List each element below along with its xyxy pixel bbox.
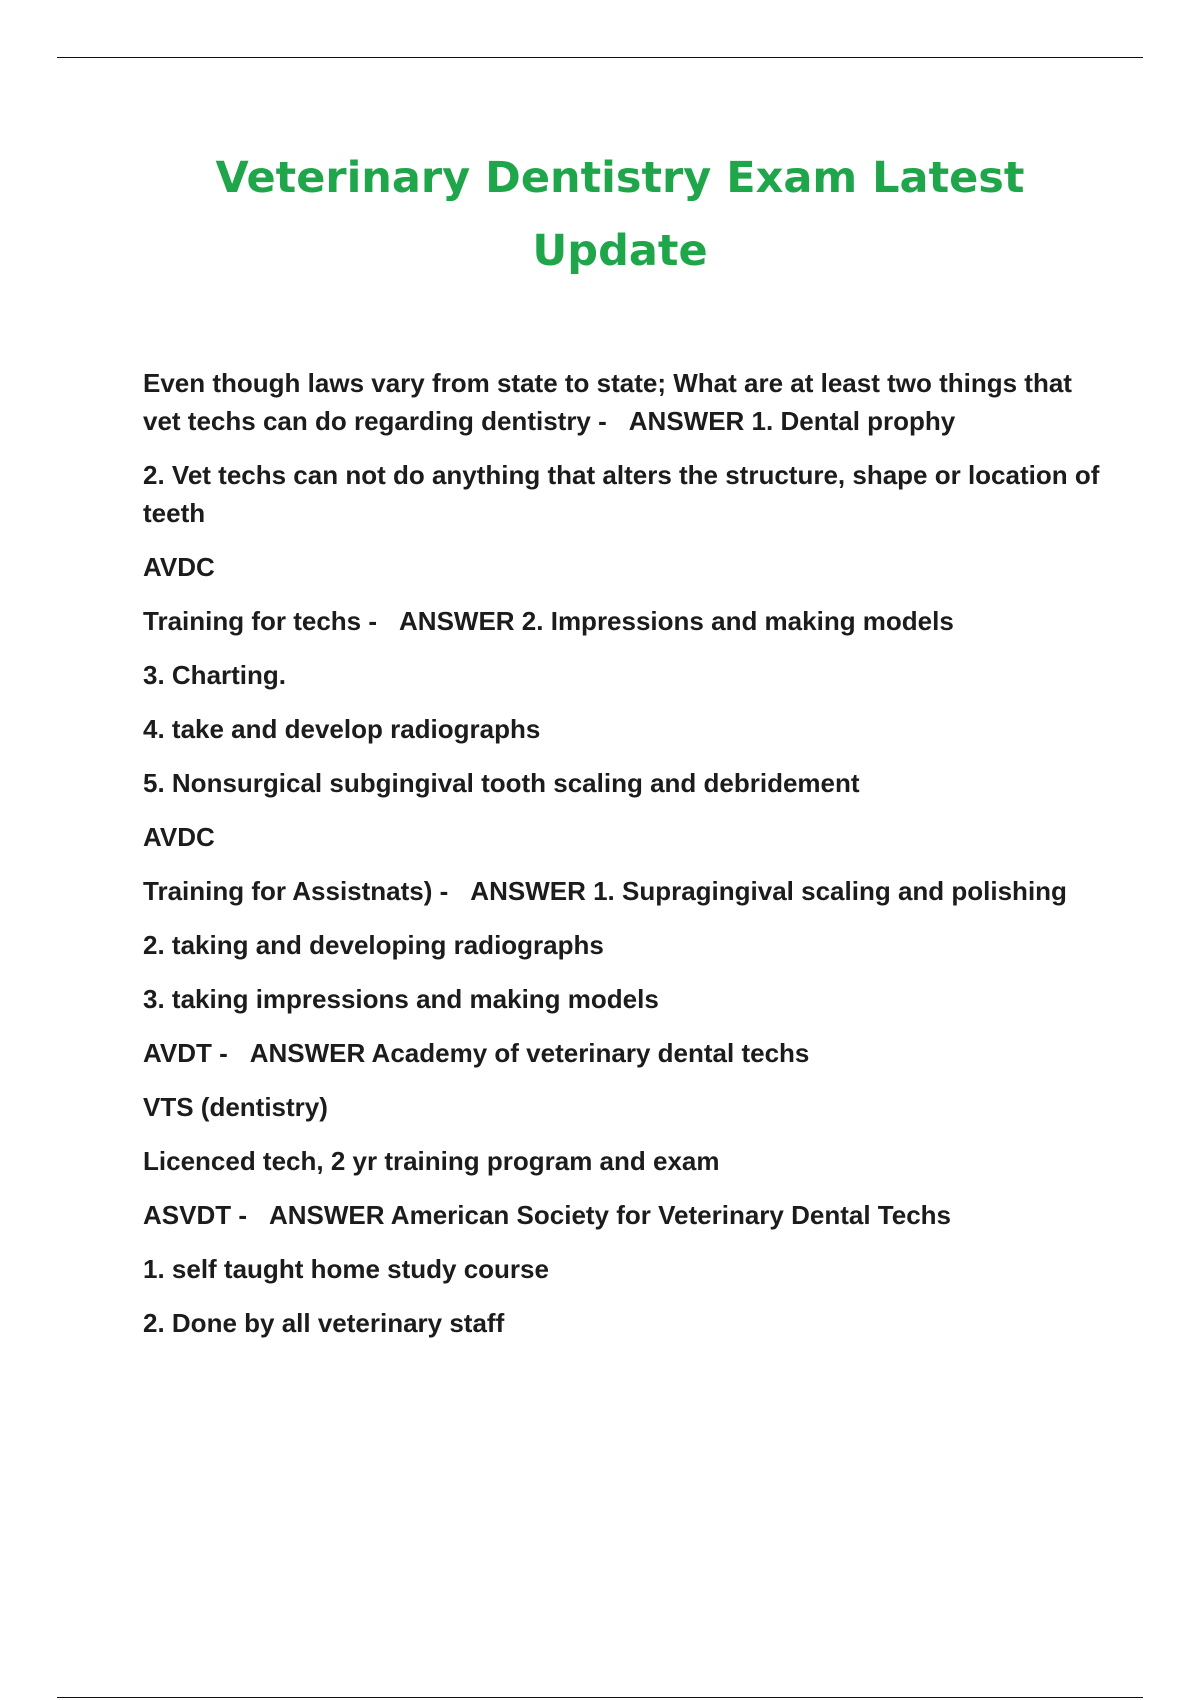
question-text: 2. Done by all veterinary staff	[143, 1308, 505, 1338]
question-text: 4. take and develop radiographs	[143, 714, 541, 744]
answer-text: ANSWER 1. Dental prophy	[628, 406, 956, 436]
question-text: 2. taking and developing radiographs	[143, 930, 604, 960]
paragraph	[143, 980, 1103, 1018]
question-text: ASVDT -	[143, 1200, 247, 1230]
question-text: Even though laws vary from state to state; What are at least two things that vet techs can do regarding dentistry -	[143, 368, 1072, 436]
paragraph	[143, 1034, 1103, 1072]
question-text: 1. self taught home study course	[143, 1254, 549, 1284]
document-title: Veterinary Dentistry Exam Latest Update	[215, 153, 1025, 276]
question-text: Training for Assistnats) -	[143, 876, 449, 906]
document-body	[143, 364, 1103, 1358]
paragraph	[143, 1304, 1103, 1342]
paragraph	[143, 1088, 1103, 1126]
paragraph	[143, 710, 1103, 748]
paragraph	[143, 1196, 1103, 1234]
paragraph	[143, 364, 1103, 440]
question-text: AVDC	[143, 822, 215, 852]
answer-text: ANSWER 2. Impressions and making models	[399, 606, 954, 636]
question-text: Licenced tech, 2 yr training program and exam	[143, 1146, 720, 1176]
paragraph	[143, 656, 1103, 694]
question-text: 2. Vet techs can not do anything that alters the structure, shape or location of teeth	[143, 460, 1100, 528]
question-text: VTS (dentistry)	[143, 1092, 328, 1122]
question-text: Training for techs -	[143, 606, 378, 636]
answer-text: ANSWER 1. Supragingival scaling and polishing	[470, 876, 1067, 906]
question-text: 3. Charting.	[143, 660, 287, 690]
bottom-rule	[57, 1697, 1143, 1698]
answer-text: ANSWER Academy of veterinary dental techs	[249, 1038, 810, 1068]
paragraph	[143, 1142, 1103, 1180]
paragraph	[143, 548, 1103, 586]
question-text: 3. taking impressions and making models	[143, 984, 659, 1014]
top-rule	[57, 57, 1143, 58]
paragraph	[143, 1250, 1103, 1288]
paragraph	[143, 926, 1103, 964]
question-text: 5. Nonsurgical subgingival tooth scaling and debridement	[143, 768, 860, 798]
paragraph	[143, 818, 1103, 856]
paragraph	[143, 764, 1103, 802]
paragraph	[143, 456, 1103, 532]
question-text: AVDC	[143, 552, 215, 582]
paragraph	[143, 872, 1103, 910]
question-text: AVDT -	[143, 1038, 228, 1068]
answer-text: ANSWER American Society for Veterinary Dental Techs	[269, 1200, 951, 1230]
paragraph	[143, 602, 1103, 640]
